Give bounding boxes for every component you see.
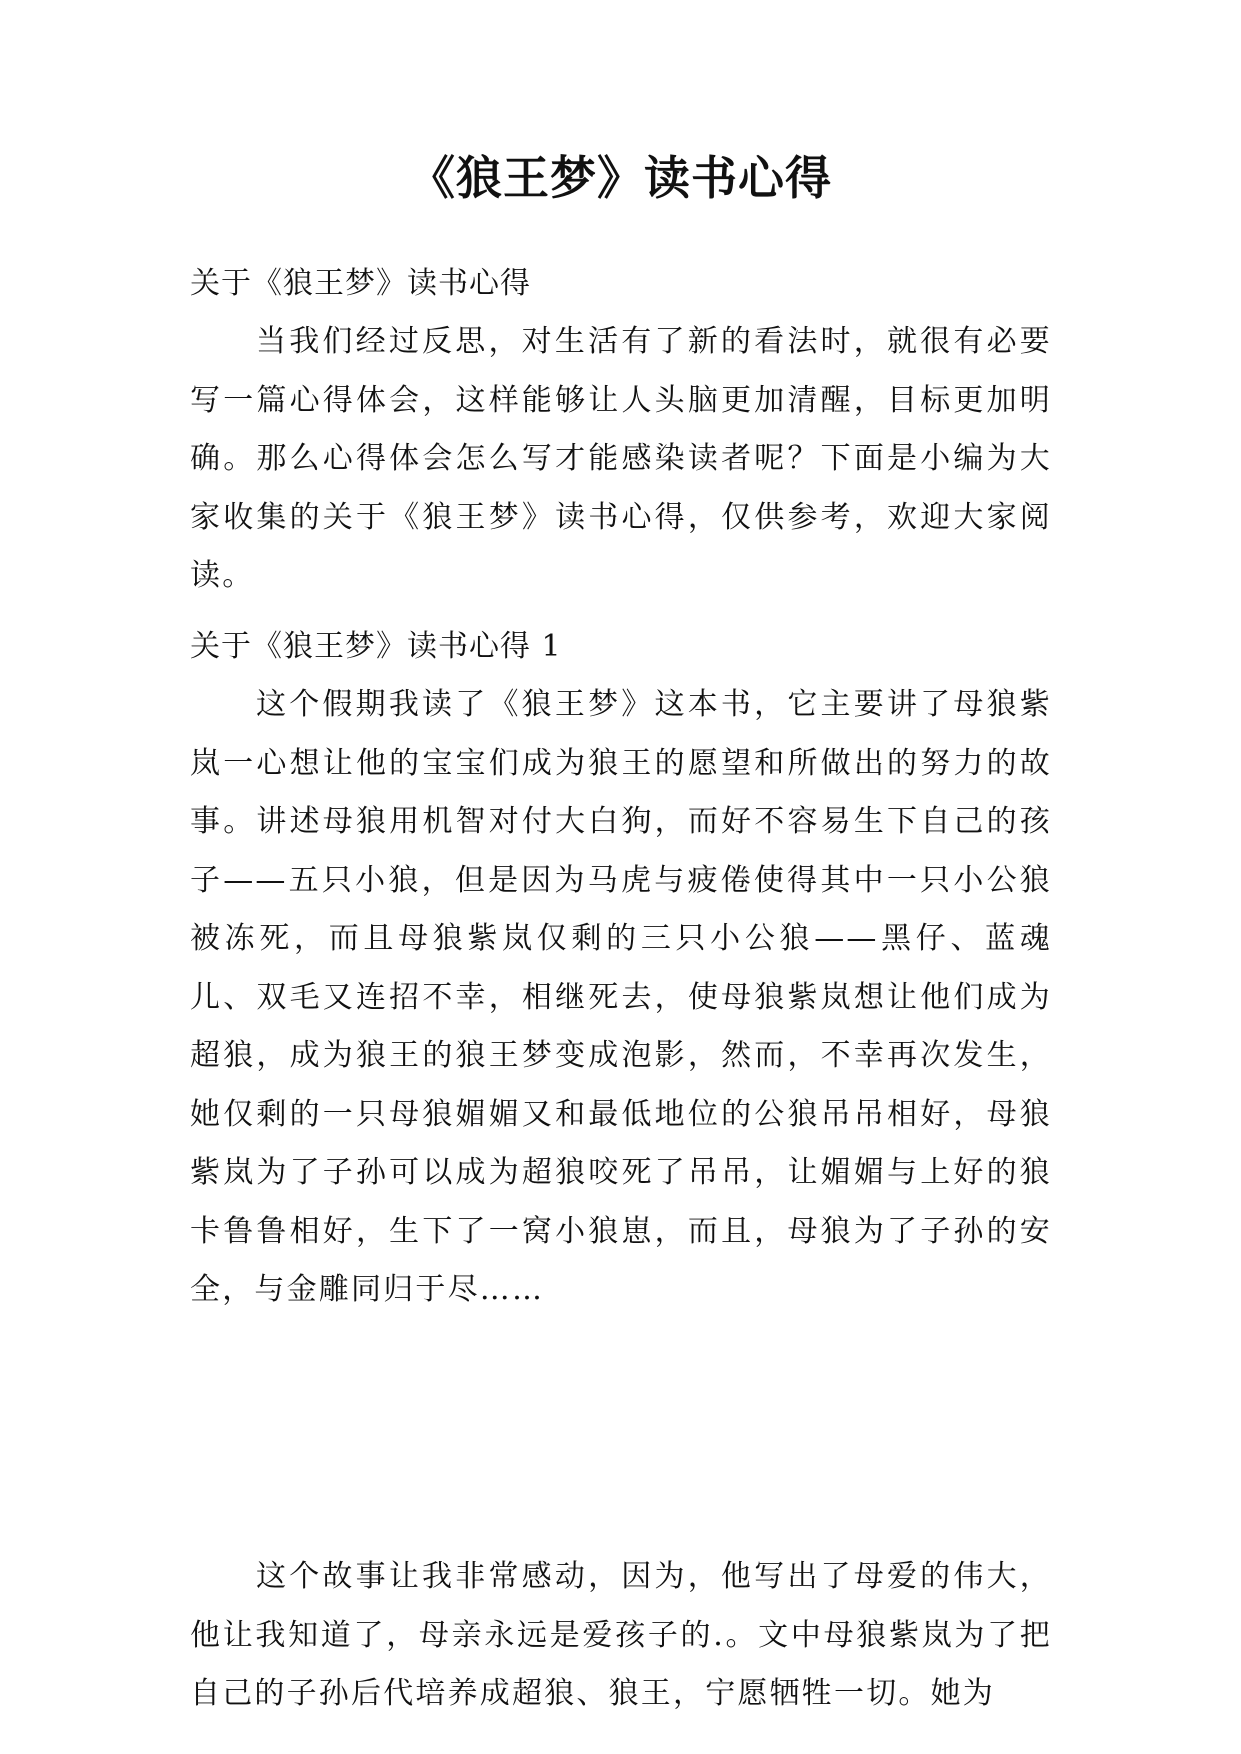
section-1-heading: 关于《狼王梦》读书心得 1 <box>190 629 562 664</box>
document-title: 《狼王梦》读书心得 <box>409 151 832 205</box>
section-intro-paragraph: 当我们经过反思，对生活有了新的看法时，就很有必要写一篇心得体会，这样能够让人头脑更加清醒，目标更加明确。那么心得体会怎么写才能感染读者呢？下面是小编为大家收集的关于《狼王梦》读书心得，仅供参考，欢迎大家阅读。 <box>190 324 1052 593</box>
section-1-paragraph-2: 这个故事让我非常感动，因为，他写出了母爱的伟大，他让我知道了，母亲永远是爱孩子的.。文中母狼紫岚为了把自己的子孙后代培养成超狼、狼王，宁愿牺牲一切。她为 <box>190 1559 1052 1711</box>
section-1-paragraph-1: 这个假期我读了《狼王梦》这本书，它主要讲了母狼紫岚一心想让他的宝宝们成为狼王的愿望和所做出的努力的故事。讲述母狼用机智对付大白狗，而好不容易生下自己的孩子——五只小狼，但是因为马虎与疲倦使得其中一只小公狼被冻死，而且母狼紫岚仅剩的三只小公狼——黑仔、蓝魂儿、双毛又连招不幸，相继死去，使母狼紫岚想让他们成为超狼，成为狼王的狼王梦变成泡影，然而，不幸再次发生，她仅剩的一只母狼媚媚又和最低地位的公狼吊吊相好，母狼紫岚为了子孙可以成为超狼咬死了吊吊，让媚媚与上好的狼卡鲁鲁相好，生下了一窝小狼崽，而且，母狼为了子孙的安全，与金雕同归于尽…… <box>190 687 1052 1307</box>
section-intro-heading: 关于《狼王梦》读书心得 <box>190 266 531 301</box>
